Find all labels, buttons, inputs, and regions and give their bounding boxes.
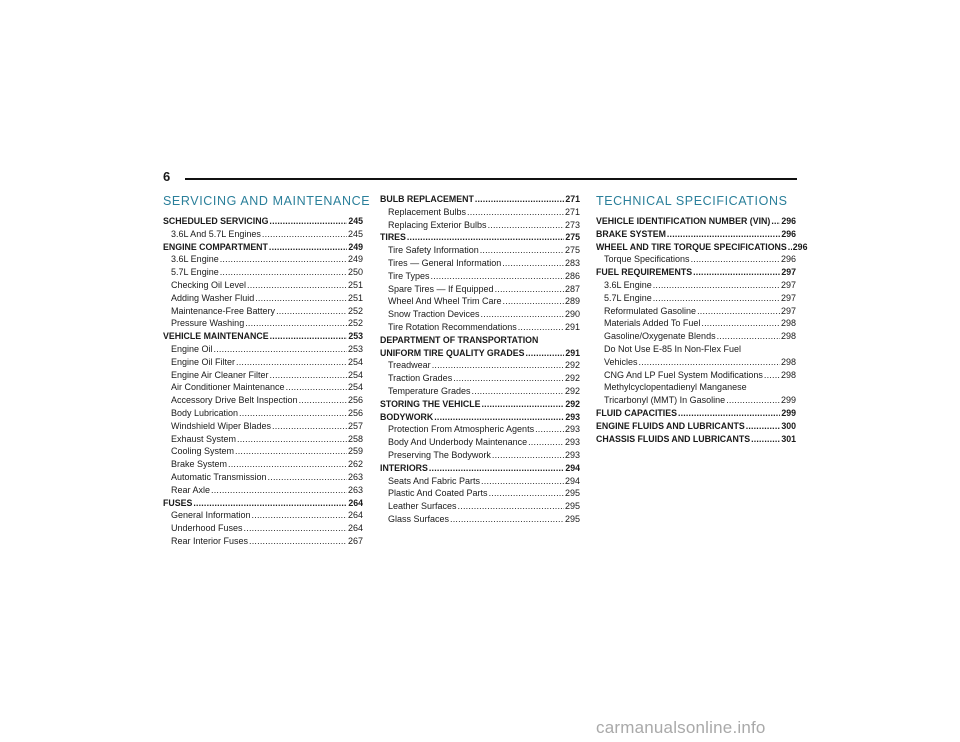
toc-entry[interactable] bbox=[163, 458, 363, 471]
toc-entry-page: 295 bbox=[564, 488, 580, 499]
dot-leader bbox=[503, 295, 564, 308]
toc-entry-page: 253 bbox=[348, 331, 363, 342]
toc-entry-page: 296 bbox=[781, 228, 796, 239]
toc-entry-label: BULB REPLACEMENT bbox=[380, 194, 474, 204]
dot-leader bbox=[653, 279, 780, 292]
dot-leader bbox=[653, 292, 780, 305]
toc-entry[interactable] bbox=[596, 420, 796, 433]
toc-entry-label: Protection From Atmospheric Agents bbox=[388, 424, 535, 435]
toc-entry-label: Body And Underbody Maintenance bbox=[388, 437, 528, 448]
toc-entry[interactable] bbox=[596, 266, 796, 279]
toc-entry-label: FLUID CAPACITIES bbox=[596, 407, 677, 418]
dot-leader bbox=[697, 305, 780, 318]
toc-entry-label: Tires — General Information bbox=[388, 257, 502, 268]
watermark: carmanualsonline.info bbox=[596, 718, 766, 737]
toc-entry[interactable] bbox=[596, 356, 796, 369]
dot-leader bbox=[535, 423, 564, 436]
toc-entry-label: STORING THE VEHICLE bbox=[380, 398, 481, 409]
dot-leader bbox=[502, 257, 564, 270]
dot-leader bbox=[432, 359, 564, 372]
toc-entry-page: 259 bbox=[347, 446, 363, 457]
toc-entry-page: 252 bbox=[347, 305, 363, 316]
toc-entry[interactable] bbox=[163, 497, 363, 510]
toc-entry[interactable] bbox=[380, 359, 580, 372]
toc-entry-label: Accessory Drive Belt Inspection bbox=[171, 395, 298, 406]
dot-leader bbox=[244, 522, 347, 535]
toc-entry-page: 297 bbox=[781, 267, 796, 278]
dot-leader bbox=[239, 407, 347, 420]
toc-entry-page: 256 bbox=[347, 395, 363, 406]
toc-entry-page: 249 bbox=[348, 241, 363, 252]
dot-leader bbox=[249, 535, 347, 548]
toc-entry-label: CHASSIS FLUIDS AND LUBRICANTS bbox=[596, 433, 751, 444]
dot-leader bbox=[220, 266, 347, 279]
toc-entry-label: FUEL REQUIREMENTS bbox=[596, 267, 693, 278]
toc-entry-page: 257 bbox=[347, 420, 363, 431]
dot-leader bbox=[299, 394, 347, 407]
toc-entry-label: Cooling System bbox=[171, 446, 235, 457]
dot-leader bbox=[751, 433, 780, 446]
dot-leader bbox=[526, 347, 565, 360]
dot-leader bbox=[667, 228, 780, 241]
toc-entry-page: 292 bbox=[565, 398, 580, 409]
toc-list bbox=[163, 215, 363, 548]
toc-entry-label: Pressure Washing bbox=[171, 318, 245, 329]
toc-entry-page: 254 bbox=[347, 382, 363, 393]
toc-entry-label: ENGINE FLUIDS AND LUBRICANTS bbox=[596, 420, 745, 431]
toc-entry[interactable] bbox=[596, 305, 796, 318]
toc-entry-label: Snow Traction Devices bbox=[388, 309, 480, 320]
dot-leader bbox=[746, 420, 781, 433]
toc-entry-page: 252 bbox=[347, 318, 363, 329]
toc-entry-label: Body Lubrication bbox=[171, 407, 239, 418]
toc-entry[interactable] bbox=[380, 295, 580, 308]
toc-entry-label: Plastic And Coated Parts bbox=[388, 488, 488, 499]
toc-entry[interactable] bbox=[380, 513, 580, 526]
toc-entry[interactable] bbox=[163, 253, 363, 266]
toc-entry[interactable] bbox=[380, 398, 580, 411]
header-rule bbox=[185, 178, 797, 180]
toc-entry[interactable] bbox=[380, 411, 580, 424]
dot-leader bbox=[771, 215, 780, 228]
toc-entry[interactable] bbox=[380, 449, 580, 462]
toc-entry[interactable] bbox=[380, 321, 580, 334]
toc-entry-label: Traction Grades bbox=[388, 373, 453, 384]
toc-entry[interactable] bbox=[380, 283, 580, 296]
toc-entry-page: 293 bbox=[564, 449, 580, 460]
dot-leader bbox=[255, 292, 347, 305]
page-number: 6 bbox=[163, 169, 171, 184]
toc-entry-label: WHEEL AND TIRE TORQUE SPECIFICATIONS bbox=[596, 241, 787, 252]
toc-entry-label: 3.6L Engine bbox=[171, 254, 219, 265]
dot-leader bbox=[220, 253, 347, 266]
toc-entry-page: 275 bbox=[565, 232, 580, 243]
toc-entry[interactable] bbox=[380, 206, 580, 219]
toc-entry-page: 267 bbox=[347, 535, 363, 546]
toc-entry[interactable] bbox=[380, 347, 580, 360]
dot-leader bbox=[481, 308, 564, 321]
toc-entry-page: 296 bbox=[781, 216, 796, 226]
toc-entry-page: 290 bbox=[564, 309, 580, 320]
toc-entry[interactable] bbox=[163, 381, 363, 394]
toc-entry-label: Checking Oil Level bbox=[171, 279, 247, 290]
toc-entry-label: Tire Rotation Recommendations bbox=[388, 321, 517, 332]
toc-entry[interactable] bbox=[596, 215, 796, 228]
toc-column-2 bbox=[380, 193, 580, 526]
toc-entry-label: INTERIORS bbox=[380, 462, 428, 473]
dot-leader bbox=[518, 321, 564, 334]
toc-entry[interactable] bbox=[163, 535, 363, 548]
dot-leader bbox=[252, 509, 347, 522]
toc-entry[interactable] bbox=[596, 433, 796, 446]
toc-entry-label: Materials Added To Fuel bbox=[604, 318, 701, 329]
toc-entry-label: General Information bbox=[171, 510, 251, 521]
toc-entry[interactable] bbox=[380, 308, 580, 321]
toc-entry-label: Wheel And Wheel Trim Care bbox=[388, 296, 502, 307]
toc-entry[interactable] bbox=[380, 372, 580, 385]
toc-entry-label: VEHICLE MAINTENANCE bbox=[163, 331, 269, 342]
toc-entry-page: 291 bbox=[565, 347, 580, 358]
toc-entry-label: CNG And LP Fuel System Modifications bbox=[604, 369, 763, 380]
dot-leader bbox=[492, 449, 564, 462]
toc-entry-label: Preserving The Bodywork bbox=[388, 449, 491, 460]
toc-entry-label: TIRES bbox=[380, 232, 406, 243]
toc-entry[interactable] bbox=[596, 330, 796, 343]
toc-entry-page: 256 bbox=[347, 407, 363, 418]
toc-entry-page: 292 bbox=[564, 360, 580, 371]
dot-leader bbox=[276, 305, 347, 318]
toc-entry-page: 291 bbox=[564, 321, 580, 332]
dot-leader bbox=[237, 433, 347, 446]
toc-entry-label: Glass Surfaces bbox=[388, 513, 450, 524]
dot-leader bbox=[693, 266, 780, 279]
toc-entry-page: 292 bbox=[564, 385, 580, 396]
toc-entry-label: Seats And Fabric Parts bbox=[388, 475, 481, 486]
toc-entry-label: 5.7L Engine bbox=[171, 267, 219, 278]
dot-leader bbox=[481, 475, 564, 488]
toc-entry-page: 294 bbox=[565, 462, 580, 473]
toc-entry-page: 271 bbox=[565, 194, 580, 204]
toc-entry[interactable] bbox=[596, 407, 796, 420]
toc-entry[interactable] bbox=[163, 471, 363, 484]
toc-entry-label: Tire Types bbox=[388, 270, 430, 281]
toc-entry[interactable] bbox=[380, 436, 580, 449]
dot-leader bbox=[193, 497, 347, 510]
toc-column-1 bbox=[163, 193, 371, 548]
toc-entry-page: 258 bbox=[347, 433, 363, 444]
toc-entry[interactable] bbox=[163, 215, 363, 228]
toc-entry[interactable] bbox=[163, 241, 363, 254]
dot-leader bbox=[717, 330, 780, 343]
section-title-servicing: SERVICING AND MAINTENANCE bbox=[163, 194, 371, 208]
dot-leader bbox=[701, 317, 780, 330]
toc-entry-page: 283 bbox=[564, 257, 580, 268]
dot-leader bbox=[488, 219, 564, 232]
toc-entry[interactable] bbox=[380, 219, 580, 232]
toc-entry-page: 293 bbox=[565, 411, 580, 422]
toc-entry-page: 298 bbox=[780, 356, 796, 367]
toc-entry-label: DEPARTMENT OF TRANSPORTATION bbox=[380, 334, 539, 345]
toc-entry-label: Torque Specifications bbox=[604, 254, 690, 265]
toc-entry-label: Tire Safety Information bbox=[388, 245, 479, 256]
toc-list bbox=[380, 193, 580, 526]
toc-entry[interactable] bbox=[163, 407, 363, 420]
toc-entry[interactable] bbox=[163, 279, 363, 292]
toc-entry-label: Maintenance-Free Battery bbox=[171, 305, 276, 316]
toc-entry-page: 295 bbox=[564, 501, 580, 512]
dot-leader bbox=[467, 206, 564, 219]
toc-entry-label: Underhood Fuses bbox=[171, 523, 243, 534]
toc-entry-label: Methylcyclopentadienyl Manganese bbox=[604, 382, 747, 393]
toc-entry-label: Windshield Wiper Blades bbox=[171, 420, 272, 431]
toc-entry-page: 297 bbox=[780, 305, 796, 316]
toc-entry[interactable] bbox=[163, 445, 363, 458]
toc-entry-page: 254 bbox=[347, 369, 363, 380]
dot-leader bbox=[475, 193, 564, 206]
dot-leader bbox=[269, 241, 347, 254]
toc-entry[interactable] bbox=[163, 343, 363, 356]
toc-entry-page: 250 bbox=[347, 267, 363, 278]
toc-entry-label: Leather Surfaces bbox=[388, 501, 457, 512]
toc-entry-label: Rear Interior Fuses bbox=[171, 535, 249, 546]
toc-entry-page: 249 bbox=[347, 254, 363, 265]
toc-entry[interactable] bbox=[163, 317, 363, 330]
toc-entry[interactable] bbox=[163, 305, 363, 318]
toc-entry[interactable] bbox=[596, 369, 796, 382]
toc-entry-label: 5.7L Engine bbox=[604, 292, 652, 303]
toc-entry-label: ENGINE COMPARTMENT bbox=[163, 241, 268, 252]
dot-leader bbox=[214, 343, 347, 356]
toc-entry-label: BODYWORK bbox=[380, 411, 434, 422]
toc-entry[interactable] bbox=[380, 257, 580, 270]
dot-leader bbox=[262, 228, 347, 241]
dot-leader bbox=[458, 500, 564, 513]
dot-leader bbox=[270, 369, 347, 382]
toc-entry-label: Adding Washer Fluid bbox=[171, 292, 255, 303]
toc-entry-label: 3.6L And 5.7L Engines bbox=[171, 228, 261, 239]
dot-leader bbox=[528, 436, 564, 449]
toc-entry-label: SCHEDULED SERVICING bbox=[163, 216, 269, 226]
toc-entry-page: 296 bbox=[792, 241, 808, 252]
dot-leader bbox=[726, 394, 780, 407]
toc-entry[interactable] bbox=[380, 423, 580, 436]
dot-leader bbox=[472, 385, 564, 398]
dot-leader bbox=[431, 270, 564, 283]
dot-leader bbox=[211, 484, 347, 497]
toc-entry-page: 294 bbox=[564, 475, 580, 486]
toc-entry-page: 297 bbox=[780, 279, 796, 290]
toc-entry[interactable] bbox=[380, 231, 580, 244]
toc-entry-label: Engine Oil Filter bbox=[171, 356, 236, 367]
toc-entry-page: 287 bbox=[564, 283, 580, 294]
toc-entry-label: Reformulated Gasoline bbox=[604, 305, 697, 316]
toc-entry-page: 264 bbox=[347, 523, 363, 534]
toc-entry-page: 297 bbox=[780, 292, 796, 303]
toc-entry-page: 300 bbox=[781, 420, 796, 431]
toc-entry-page: 251 bbox=[347, 279, 363, 290]
dot-leader bbox=[236, 356, 347, 369]
toc-entry[interactable] bbox=[380, 462, 580, 475]
toc-entry[interactable] bbox=[596, 228, 796, 241]
dot-leader bbox=[270, 330, 348, 343]
toc-list bbox=[596, 215, 808, 445]
toc-entry[interactable] bbox=[163, 266, 363, 279]
toc-entry-label: Engine Oil bbox=[171, 343, 213, 354]
toc-entry-page: 245 bbox=[347, 228, 363, 239]
dot-leader bbox=[269, 215, 347, 228]
toc-entry[interactable] bbox=[163, 522, 363, 535]
dot-leader bbox=[788, 241, 792, 254]
section-title-technical: TECHNICAL SPECIFICATIONS bbox=[596, 194, 788, 208]
toc-entry-page: 299 bbox=[780, 395, 796, 406]
dot-leader bbox=[434, 411, 564, 424]
dot-leader bbox=[286, 381, 347, 394]
toc-entry[interactable] bbox=[596, 381, 796, 394]
toc-entry[interactable] bbox=[380, 244, 580, 257]
toc-entry[interactable] bbox=[596, 394, 796, 407]
toc-entry[interactable] bbox=[163, 330, 363, 343]
dot-leader bbox=[495, 283, 564, 296]
toc-entry-label: Engine Air Cleaner Filter bbox=[171, 369, 269, 380]
dot-leader bbox=[450, 513, 564, 526]
toc-entry-label: VEHICLE IDENTIFICATION NUMBER (VIN) bbox=[596, 216, 771, 226]
toc-entry-page: 301 bbox=[781, 433, 796, 444]
toc-entry-label: Spare Tires — If Equipped bbox=[388, 283, 494, 294]
toc-entry[interactable] bbox=[380, 487, 580, 500]
dot-leader bbox=[480, 244, 564, 257]
toc-entry[interactable] bbox=[380, 334, 580, 347]
toc-entry-page: 263 bbox=[347, 471, 363, 482]
toc-entry[interactable] bbox=[163, 228, 363, 241]
toc-entry-label: Tricarbonyl (MMT) In Gasoline bbox=[604, 395, 726, 406]
dot-leader bbox=[228, 458, 347, 471]
dot-leader bbox=[453, 372, 564, 385]
toc-entry-page: 263 bbox=[347, 484, 363, 495]
toc-column-3 bbox=[596, 193, 808, 445]
toc-entry-label: Treadwear bbox=[388, 360, 431, 371]
toc-entry-page: 292 bbox=[564, 373, 580, 384]
dot-leader bbox=[678, 407, 780, 420]
toc-entry[interactable] bbox=[596, 253, 796, 266]
dot-leader bbox=[247, 279, 347, 292]
toc-entry-label: Vehicles bbox=[604, 356, 638, 367]
toc-entry[interactable] bbox=[163, 433, 363, 446]
toc-entry[interactable] bbox=[596, 317, 796, 330]
dot-leader bbox=[272, 420, 347, 433]
dot-leader bbox=[235, 445, 347, 458]
toc-entry-label: Rear Axle bbox=[171, 484, 211, 495]
toc-entry-page: 295 bbox=[564, 513, 580, 524]
dot-leader bbox=[429, 462, 564, 475]
toc-entry-label: Gasoline/Oxygenate Blends bbox=[604, 331, 716, 342]
toc-entry-label: Replacement Bulbs bbox=[388, 206, 467, 217]
dot-leader bbox=[482, 398, 565, 411]
toc-entry-label: FUSES bbox=[163, 497, 193, 508]
toc-entry-page: 264 bbox=[348, 497, 363, 508]
toc-entry-page: 262 bbox=[347, 459, 363, 470]
toc-entry[interactable] bbox=[163, 484, 363, 497]
toc-entry-page: 298 bbox=[780, 369, 796, 380]
toc-entry[interactable] bbox=[380, 475, 580, 488]
toc-entry-label: BRAKE SYSTEM bbox=[596, 228, 666, 239]
toc-entry[interactable] bbox=[596, 292, 796, 305]
toc-entry-page: 298 bbox=[780, 318, 796, 329]
toc-entry[interactable] bbox=[380, 270, 580, 283]
toc-entry-label: UNIFORM TIRE QUALITY GRADES bbox=[380, 347, 525, 358]
dot-leader bbox=[407, 231, 564, 244]
toc-entry-page: 245 bbox=[348, 216, 363, 226]
toc-entry[interactable] bbox=[163, 369, 363, 382]
toc-entry-page: 286 bbox=[564, 270, 580, 281]
toc-entry-label: 3.6L Engine bbox=[604, 279, 652, 290]
dot-leader bbox=[764, 369, 780, 382]
toc-entry[interactable] bbox=[596, 241, 808, 254]
toc-entry-label: Air Conditioner Maintenance bbox=[171, 382, 285, 393]
toc-entry-page: 264 bbox=[347, 510, 363, 521]
toc-entry[interactable] bbox=[380, 193, 580, 206]
toc-entry-page: 273 bbox=[564, 219, 580, 230]
toc-entry[interactable] bbox=[596, 343, 796, 356]
toc-entry-page: 253 bbox=[347, 343, 363, 354]
toc-entry-label: Replacing Exterior Bulbs bbox=[388, 219, 487, 230]
toc-entry[interactable] bbox=[163, 356, 363, 369]
toc-entry[interactable] bbox=[163, 292, 363, 305]
toc-entry[interactable] bbox=[163, 509, 363, 522]
toc-entry-page: 298 bbox=[780, 331, 796, 342]
toc-entry[interactable] bbox=[380, 385, 580, 398]
toc-entry-label: Do Not Use E-85 In Non-Flex Fuel bbox=[604, 343, 742, 354]
toc-entry-page: 293 bbox=[564, 437, 580, 448]
toc-entry-label: Brake System bbox=[171, 459, 228, 470]
toc-entry[interactable] bbox=[163, 394, 363, 407]
dot-leader bbox=[489, 487, 564, 500]
toc-entry[interactable] bbox=[163, 420, 363, 433]
toc-entry-label: Exhaust System bbox=[171, 433, 237, 444]
dot-leader bbox=[639, 356, 780, 369]
dot-leader bbox=[245, 317, 347, 330]
toc-entry-page: 299 bbox=[781, 407, 796, 418]
toc-entry-page: 271 bbox=[564, 206, 580, 217]
toc-entry-page: 275 bbox=[564, 245, 580, 256]
toc-entry-page: 296 bbox=[780, 254, 796, 265]
toc-entry[interactable] bbox=[380, 500, 580, 513]
toc-entry-page: 289 bbox=[564, 296, 580, 307]
toc-entry-page: 254 bbox=[347, 356, 363, 367]
toc-entry-page: 293 bbox=[564, 424, 580, 435]
dot-leader bbox=[691, 253, 780, 266]
dot-leader bbox=[268, 471, 347, 484]
toc-entry-label: Automatic Transmission bbox=[171, 471, 267, 482]
toc-entry[interactable] bbox=[596, 279, 796, 292]
toc-entry-label: Temperature Grades bbox=[388, 385, 471, 396]
toc-entry-page: 251 bbox=[347, 292, 363, 303]
